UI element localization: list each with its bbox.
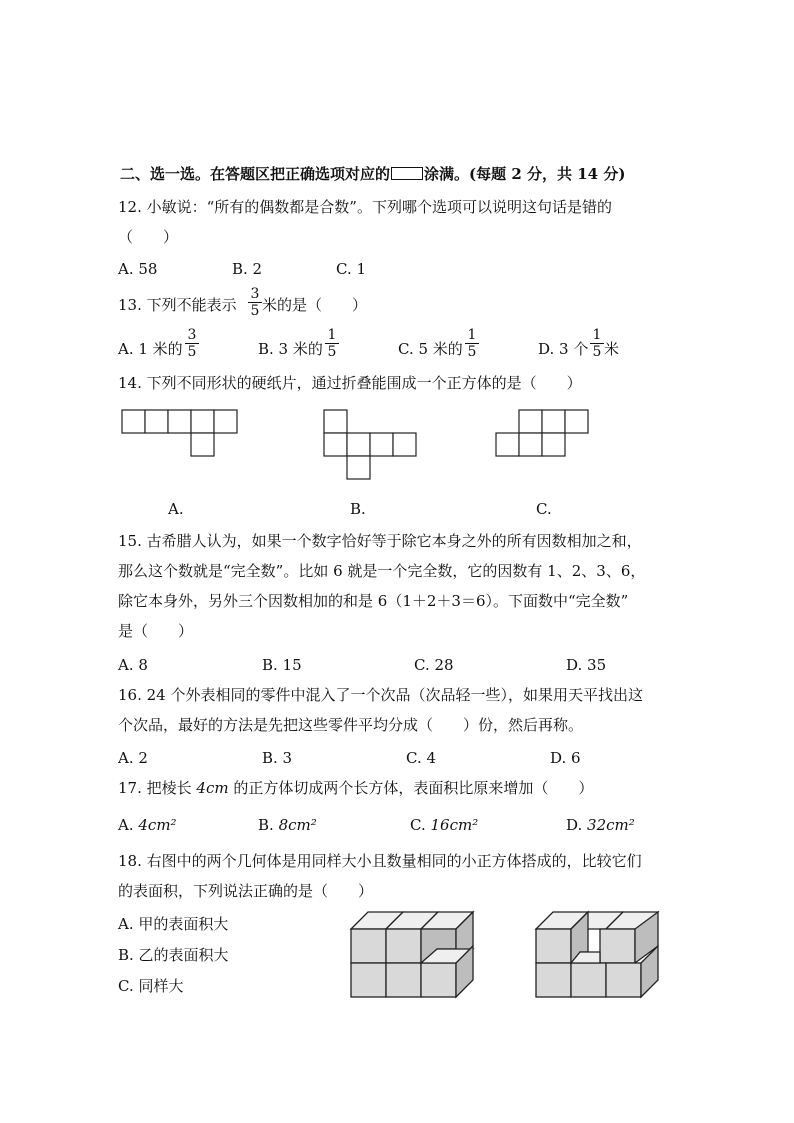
q17-option-c[interactable]	[410, 816, 478, 834]
fraction-denominator: 5	[327, 344, 337, 360]
q12-option-a[interactable]: A. 58	[118, 260, 158, 278]
q14-label-b[interactable]: B.	[350, 500, 366, 518]
q17-option-d[interactable]	[566, 816, 635, 834]
fraction-denominator: 5	[187, 344, 197, 360]
q17-option-d-value: 32cm²	[587, 816, 635, 834]
fraction-numerator: 3	[187, 327, 197, 343]
q13-option-b[interactable]: B. 3 米的	[258, 340, 323, 358]
fraction-denominator: 5	[250, 303, 260, 319]
q12-option-c[interactable]: C. 1	[336, 260, 367, 278]
q17-option-a[interactable]	[118, 816, 177, 834]
q16-line2: 个次品，最好的方法是先把这些零件平均分成（ ）份，然后再称。	[118, 716, 584, 734]
fraction-denominator: 5	[592, 344, 602, 360]
q13-option-d[interactable]: D. 3 个	[538, 340, 589, 358]
q15-option-b[interactable]: B. 15	[262, 656, 302, 674]
q17-stem	[118, 779, 593, 797]
q18-option-c[interactable]: C. 同样大	[118, 977, 184, 995]
q16-option-b[interactable]: B. 3	[262, 749, 293, 767]
q13-option-c[interactable]: C. 5 米的	[398, 340, 463, 358]
q15-line1: 15. 古希腊人认为，如果一个数字恰好等于除它本身之外的所有因数相加之和，	[118, 532, 642, 550]
q14-label-c[interactable]: C.	[536, 500, 552, 518]
net-a-icon[interactable]	[122, 410, 237, 456]
q14-label-a[interactable]: A.	[168, 500, 184, 518]
q12-option-b[interactable]: B. 2	[232, 260, 263, 278]
q16-option-a[interactable]: A. 2	[118, 749, 148, 767]
q17-option-a-label: A.	[118, 816, 139, 834]
q17-option-b-label: B.	[258, 816, 279, 834]
solid-jia-icon	[351, 912, 473, 997]
q18-option-b[interactable]: B. 乙的表面积大	[118, 946, 229, 964]
q17-option-b-value: 8cm²	[278, 816, 317, 834]
q13-option-a[interactable]: A. 1 米的	[118, 340, 183, 358]
q17-option-c-label: C.	[410, 816, 431, 834]
fraction-numerator: 1	[327, 327, 337, 343]
q15-option-a[interactable]: A. 8	[118, 656, 148, 674]
q15-option-c[interactable]: C. 28	[414, 656, 454, 674]
q13-option-d-unit: 米	[604, 340, 620, 358]
q17-option-a-value: 4cm²	[138, 816, 177, 834]
q12-paren: （ ）	[118, 228, 179, 246]
q13-unit-suffix: 米的是（ ）	[262, 296, 368, 314]
q16-option-c[interactable]: C. 4	[406, 749, 437, 767]
q12-stem: 12. 小敏说：“所有的偶数都是合数”。下列哪个选项可以说明这句话是错的	[118, 198, 612, 216]
q17-stem-start: 17. 把棱长	[118, 779, 197, 797]
net-b-icon[interactable]	[324, 410, 416, 479]
fraction-numerator: 1	[467, 327, 477, 343]
section-title-start: 二、选一选。在答题区把正确选项对应的	[120, 165, 391, 183]
q17-option-d-label: D.	[566, 816, 588, 834]
q18-line1: 18. 右图中的两个几何体是用同样大小且数量相同的小正方体搭成的，比较它们	[118, 852, 642, 870]
q15-option-d[interactable]: D. 35	[566, 656, 607, 674]
fraction-numerator: 3	[250, 286, 260, 302]
q17-edge-length: 4cm	[196, 779, 229, 797]
q16-option-d[interactable]: D. 6	[550, 749, 581, 767]
q17-option-c-value: 16cm²	[430, 816, 479, 834]
q13-stem: 13. 下列不能表示	[118, 296, 237, 314]
q18-line2: 的表面积，下列说法正确的是（ ）	[118, 882, 374, 900]
solid-yi-icon	[536, 912, 658, 997]
q16-line1: 16. 24 个外表相同的零件中混入了一个次品（次品轻一些），如果用天平找出这	[118, 686, 643, 704]
q15-line2: 那么这个数就是“完全数”。比如 6 就是一个完全数，它的因数有 1、2、3、6，	[118, 562, 646, 580]
section-title-end: 涂满。(每题 2 分，共 14 分)	[424, 165, 626, 183]
q18-option-a[interactable]: A. 甲的表面积大	[118, 915, 229, 933]
q14-stem: 14. 下列不同形状的硬纸片，通过折叠能围成一个正方体的是（ ）	[118, 374, 582, 392]
fraction-numerator: 1	[592, 327, 602, 343]
q15-line3: 除它本身外，另外三个因数相加的和是 6（1＋2＋3＝6）。下面数中“完全数”	[118, 592, 629, 610]
q15-line4: 是（ ）	[118, 622, 194, 640]
q17-stem-end: 的正方体切成两个长方体，表面积比原来增加（ ）	[228, 779, 594, 797]
q17-option-b[interactable]	[258, 816, 317, 834]
fraction-denominator: 5	[467, 344, 477, 360]
net-c-icon[interactable]	[496, 410, 588, 456]
